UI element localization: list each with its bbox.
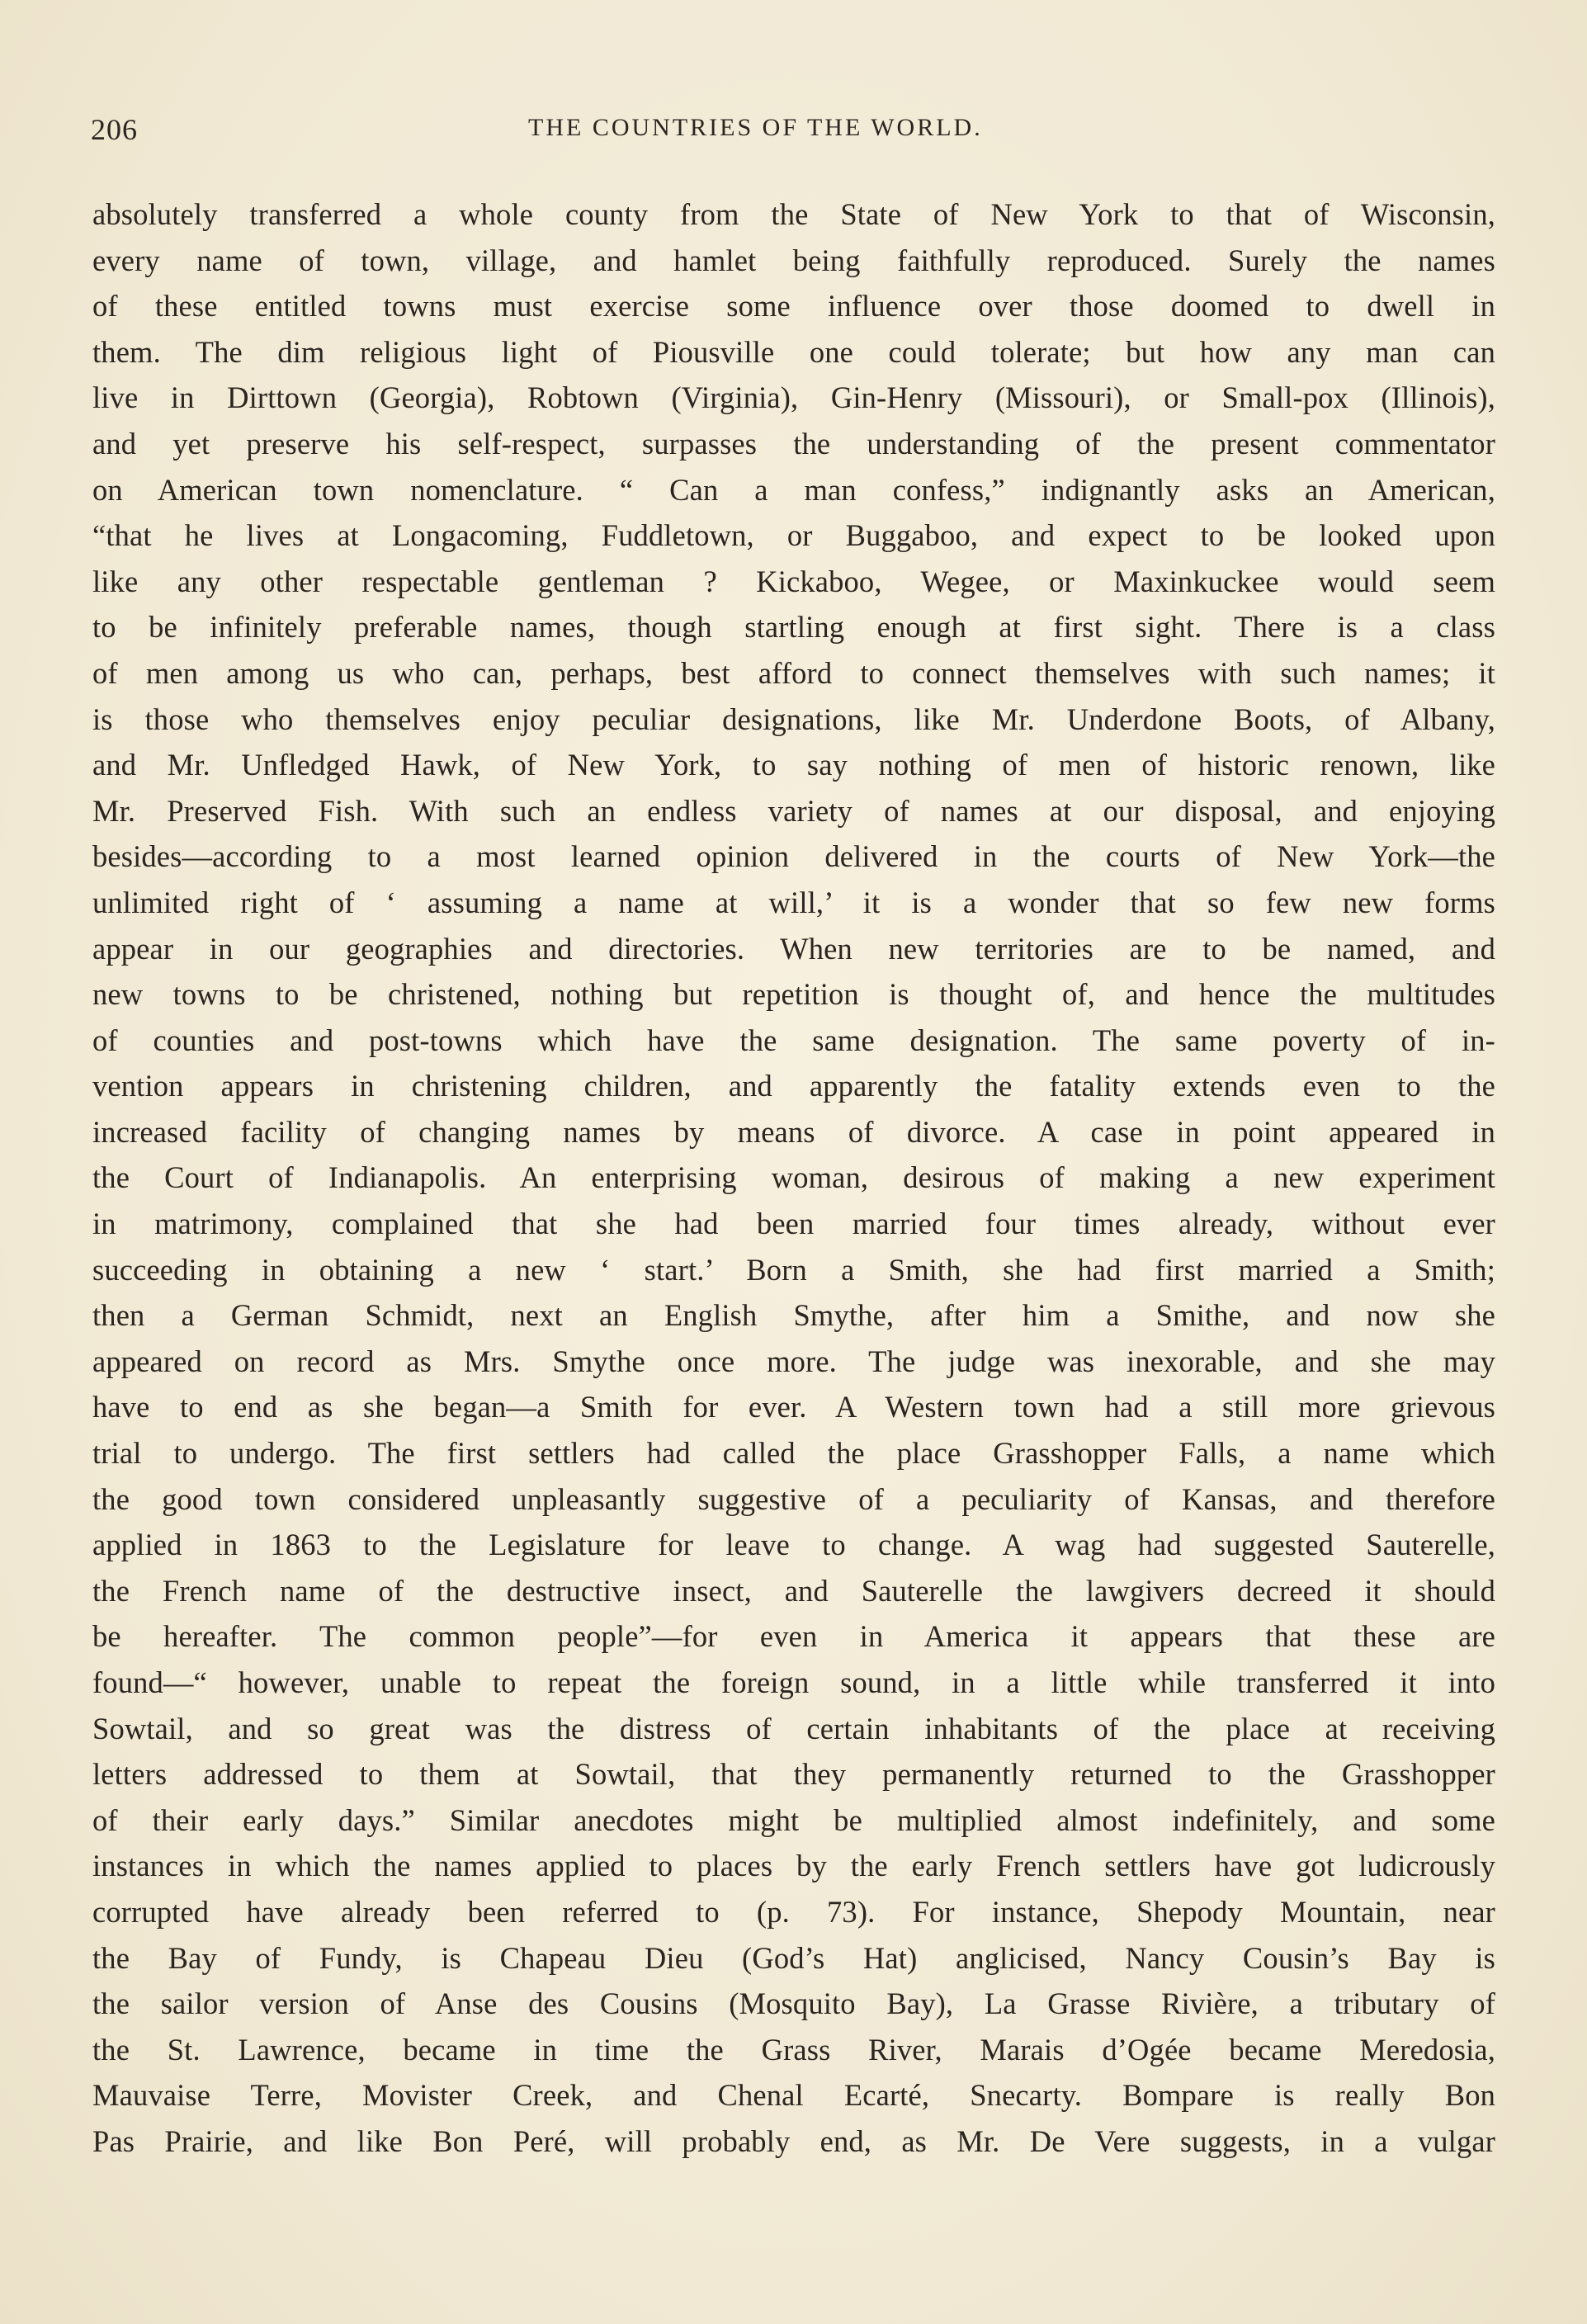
text-line: and Mr. Unfledged Hawk, of New York, to say nothing of men of historic renown, like (92, 748, 1495, 782)
text-line: letters addressed to them at Sowtail, that they permanently returned to the Grasshopper (92, 1757, 1495, 1792)
text-line: the St. Lawrence, became in time the Grass River, Marais d’Ogée became Meredosia, (92, 2032, 1495, 2067)
text-line: the good town considered unpleasantly suggestive of a peculiarity of Kansas, and therefore (92, 1481, 1495, 1516)
text-line: Mauvaise Terre, Movister Creek, and Chenal Ecarté, Snecarty. Bompare is really Bon (92, 2078, 1495, 2113)
text-line: Pas Prairie, and like Bon Peré, will probably end, as Mr. De Vere suggests, in a vulgar (92, 2123, 1495, 2158)
running-title: THE COUNTRIES OF THE WORLD. (528, 114, 983, 141)
text-line: trial to undergo. The first settlers had called the place Grasshopper Falls, a name which (92, 1436, 1495, 1471)
text-line: appeared on record as Mrs. Smythe once more. The judge was inexorable, and she may (92, 1344, 1495, 1378)
text-line: them. The dim religious light of Piousville one could tolerate; but how any man can (92, 334, 1495, 369)
text-line: Sowtail, and so great was the distress of certain inhabitants of the place at receiving (92, 1711, 1495, 1745)
text-line: the Court of Indianapolis. An enterprising woman, desirous of making a new experiment (92, 1160, 1495, 1195)
text-line: found—“ however, unable to repeat the foreign sound, in a little while transferred it into (92, 1665, 1495, 1699)
text-line: have to end as she began—a Smith for ever. A Western town had a still more grievous (92, 1390, 1495, 1424)
text-line: live in Dirttown (Georgia), Robtown (Virginia), Gin-Henry (Missouri), or Small-pox (Illinois), (92, 380, 1495, 415)
text-line: of counties and post-towns which have the same designation. The same poverty of in- (92, 1023, 1495, 1057)
text-line: is those who themselves enjoy peculiar designations, like Mr. Underdone Boots, of Albany, (92, 701, 1495, 736)
text-line: on American town nomenclature. “ Can a man confess,” indignantly asks an American, (92, 472, 1495, 507)
text-line: of their early days.” Similar anecdotes might be multiplied almost indefinitely, and some (92, 1802, 1495, 1837)
text-line: new towns to be christened, nothing but repetition is thought of, and hence the multitudes (92, 977, 1495, 1012)
text-line: of men among us who can, perhaps, best afford to connect themselves with such names; it (92, 655, 1495, 690)
text-line: then a German Schmidt, next an English Smythe, after him a Smithe, and now she (92, 1298, 1495, 1333)
text-line: vention appears in christening children, and apparently the fatality extends even to the (92, 1069, 1495, 1103)
text-line: Mr. Preserved Fish. With such an endless variety of names at our disposal, and enjoying (92, 793, 1495, 828)
text-line: “that he lives at Longacoming, Fuddletown, or Buggaboo, and expect to be looked upon (92, 518, 1495, 553)
text-line: be hereafter. The common people”—for even in America it appears that these are (92, 1619, 1495, 1654)
text-line: besides—according to a most learned opinion delivered in the courts of New York—the (92, 839, 1495, 874)
text-line: the Bay of Fundy, is Chapeau Dieu (God’s Hat) anglicised, Nancy Cousin’s Bay is (92, 1940, 1495, 1975)
text-line: in matrimony, complained that she had been married four times already, without ever (92, 1207, 1495, 1241)
text-line: to be infinitely preferable names, though startling enough at first sight. There is a class (92, 610, 1495, 645)
text-line: increased facility of changing names by means of divorce. A case in point appeared in (92, 1114, 1495, 1149)
text-line: of these entitled towns must exercise some influence over those doomed to dwell in (92, 289, 1495, 324)
text-line: instances in which the names applied to places by the early French settlers have got ludicrously (92, 1849, 1495, 1883)
text-line: absolutely transferred a whole county from the State of New York to that of Wisconsin, (92, 197, 1495, 231)
text-line: every name of town, village, and hamlet being faithfully reproduced. Surely the names (92, 243, 1495, 277)
body-text (92, 191, 1495, 2165)
text-line: applied in 1863 to the Legislature for leave to change. A wag had suggested Sauterelle, (92, 1528, 1495, 1562)
text-line: the French name of the destructive insect, and Sauterelle the lawgivers decreed it should (92, 1573, 1495, 1608)
text-line: corrupted have already been referred to (p. 73). For instance, Shepody Mountain, near (92, 1894, 1495, 1929)
running-head (91, 112, 1494, 149)
page-number: 206 (91, 113, 138, 146)
text-line: and yet preserve his self-respect, surpasses the understanding of the present commentator (92, 426, 1495, 461)
text-line: succeeding in obtaining a new ‘ start.’ Born a Smith, she had first married a Smith; (92, 1252, 1495, 1287)
text-line: like any other respectable gentleman ? Kickaboo, Wegee, or Maxinkuckee would seem (92, 564, 1495, 598)
text-line: the sailor version of Anse des Cousins (Mosquito Bay), La Grasse Rivière, a tributary of (92, 1986, 1495, 2021)
text-line: appear in our geographies and directories. When new territories are to be named, and (92, 931, 1495, 966)
text-line: unlimited right of ‘ assuming a name at will,’ it is a wonder that so few new forms (92, 885, 1495, 919)
